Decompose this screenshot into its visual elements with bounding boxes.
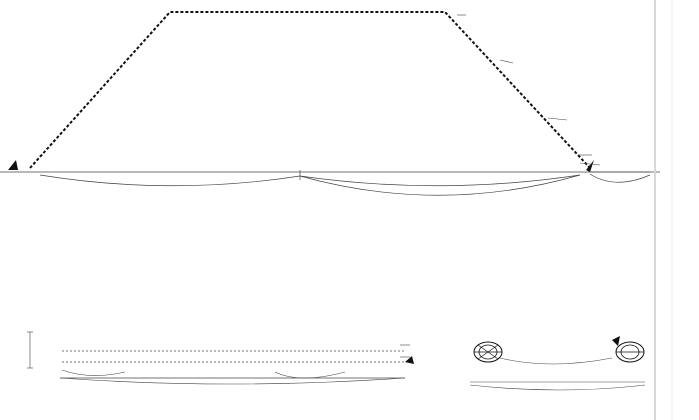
dim-arc-right xyxy=(300,175,580,186)
row-pointer-1 xyxy=(580,163,600,165)
cord-chart xyxy=(470,336,645,390)
chart-outline xyxy=(30,12,590,168)
dim-arc-left xyxy=(40,175,300,186)
row-pointer-10 xyxy=(500,60,513,63)
dim-arc-total xyxy=(300,175,580,195)
row-pointer-5 xyxy=(548,118,567,120)
start-marker-left xyxy=(8,160,18,170)
edging-chart xyxy=(27,332,414,384)
dim-arc-side xyxy=(590,174,650,182)
start-marker-right xyxy=(586,160,594,172)
